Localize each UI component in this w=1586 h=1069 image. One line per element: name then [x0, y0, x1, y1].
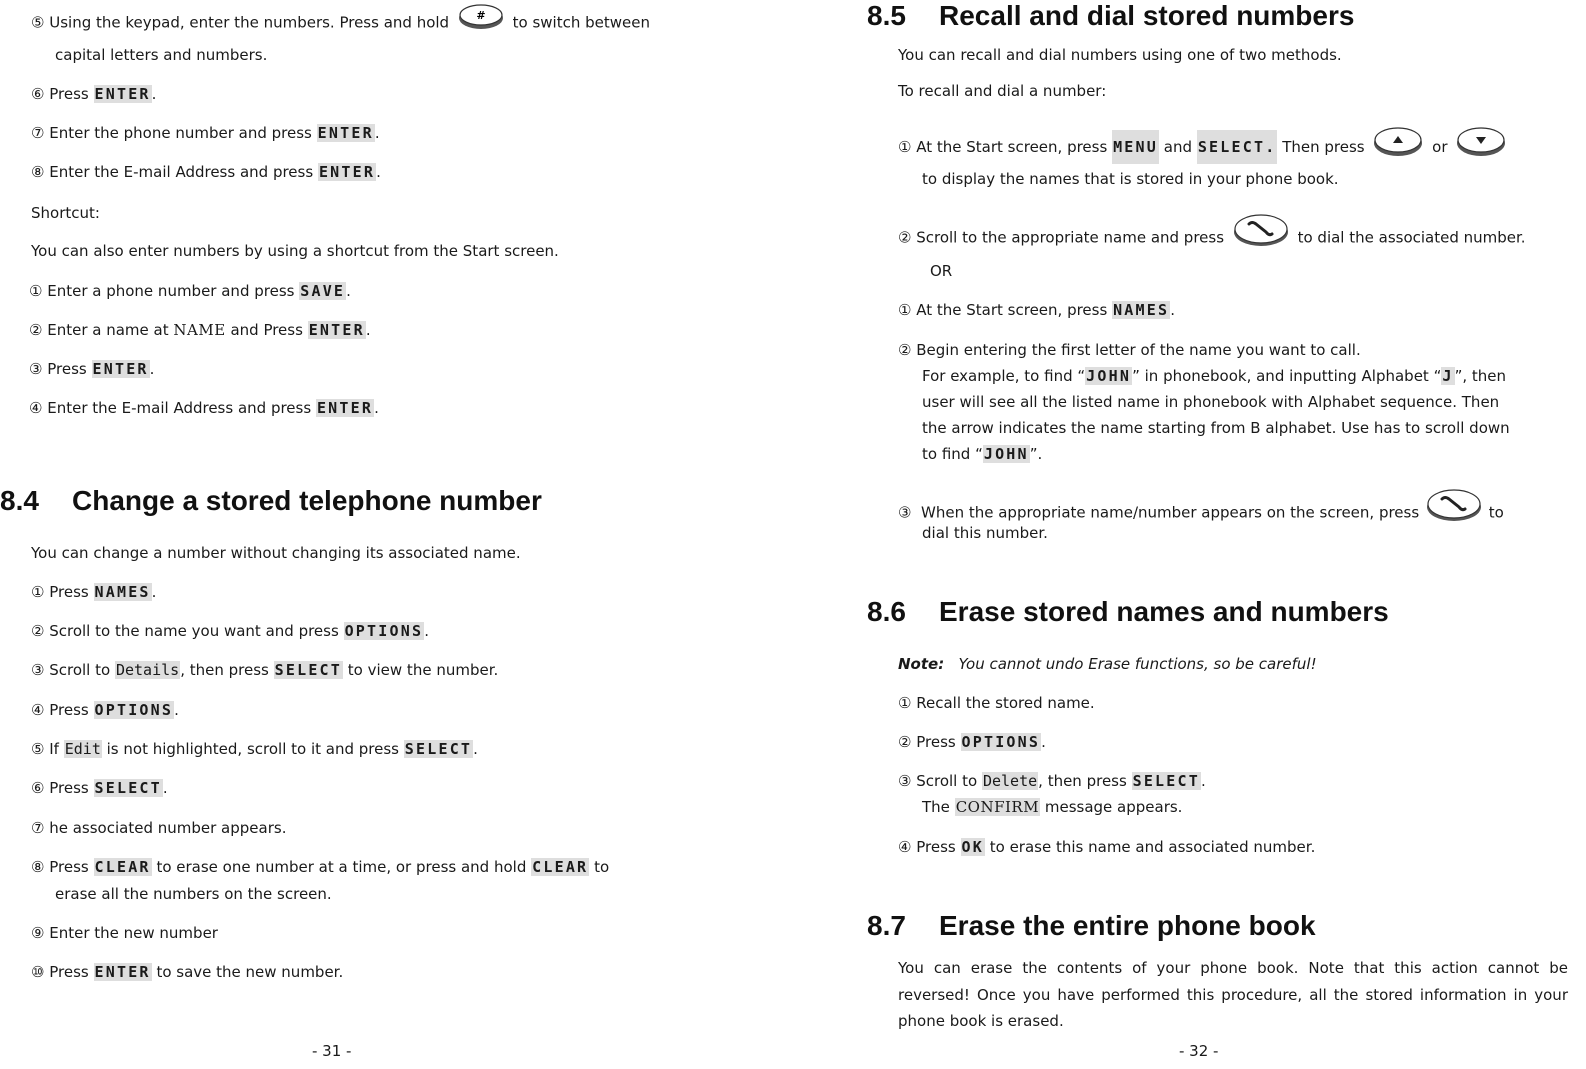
shortcut-step-2: ② Enter a name at NAME and Press ENTER.: [29, 321, 371, 339]
change-step-8: ⑧ Press CLEAR to erase one number at a time, or press and hold CLEAR to: [31, 858, 610, 876]
change-step-1: ① Press NAMES.: [31, 583, 157, 601]
send-call-key-icon: [1233, 212, 1289, 248]
recall-alt-step-3-continued: dial this number.: [922, 524, 1048, 542]
key-label: NAMES: [1113, 301, 1170, 319]
key-label: NAMES: [94, 583, 151, 601]
key-label: ENTER: [308, 321, 365, 339]
recall-alt-step-3: ③ When the appropriate name/number appears on the screen, press to: [898, 495, 1504, 531]
key-label: OPTIONS: [961, 733, 1041, 751]
step-5-line: ⑤ Using the keypad, enter the numbers. Press and hold # to switch between: [31, 10, 650, 36]
recall-intro-2: To recall and dial a number:: [898, 82, 1107, 100]
key-label: SELECT: [404, 740, 473, 758]
recall-step-2: ② Scroll to the appropriate name and press to dial the associated number.: [898, 220, 1526, 256]
change-step-7: ⑦ he associated number appears.: [31, 819, 287, 837]
change-intro: You can change a number without changing its associated name.: [31, 544, 521, 562]
key-label: MENU: [1112, 130, 1159, 164]
recall-alt-step-2-example: For example, to find “JOHN” in phonebook, and inputting Alphabet “J”, then: [922, 367, 1507, 385]
section-8-6-heading: 8.6 Erase stored names and numbers: [867, 596, 1389, 627]
key-label: J: [1442, 367, 1454, 385]
step-6: ⑥ Press ENTER.: [31, 85, 157, 103]
change-step-4: ④ Press OPTIONS.: [31, 701, 179, 719]
key-label: SELECT.: [1197, 130, 1278, 164]
section-8-7-heading: 8.7 Erase the entire phone book: [867, 910, 1316, 941]
recall-step-1-continued: to display the names that is stored in your phone book.: [922, 170, 1339, 188]
step-8: ⑧ Enter the E-mail Address and press ENTER.: [31, 163, 381, 181]
key-label: ENTER: [317, 124, 374, 142]
page-number-left: - 31 -: [312, 1042, 352, 1060]
erase-step-3-confirm: The CONFIRM message appears.: [922, 798, 1183, 816]
key-label: ENTER: [316, 399, 374, 417]
key-label: ENTER: [318, 163, 376, 181]
recall-step-1: ① At the Start screen, press MENU and SELECT. Then press or: [898, 130, 1506, 164]
key-label: JOHN: [1086, 367, 1132, 385]
change-step-2: ② Scroll to the name you want and press OPTIONS.: [31, 622, 429, 640]
hash-key-icon: [458, 4, 504, 30]
change-step-6: ⑥ Press SELECT.: [31, 779, 168, 797]
shortcut-label: Shortcut:: [31, 204, 100, 222]
recall-intro-1: You can recall and dial numbers using one of two methods.: [898, 46, 1342, 64]
key-label: SELECT: [1132, 772, 1200, 790]
recall-alt-step-2-line5: to find “JOHN”.: [922, 445, 1043, 463]
key-label: SELECT: [94, 779, 162, 797]
erase-step-3: ③ Scroll to Delete, then press SELECT.: [898, 772, 1206, 790]
key-label: ENTER: [94, 963, 151, 981]
recall-alt-step-2-line3: user will see all the listed name in phonebook with Alphabet sequence. Then: [922, 393, 1500, 411]
key-label: SELECT: [274, 661, 343, 679]
key-label: OPTIONS: [344, 622, 424, 640]
key-label: OK: [961, 838, 984, 856]
erase-step-2: ② Press OPTIONS.: [898, 733, 1046, 751]
change-step-9: ⑨ Enter the new number: [31, 924, 218, 942]
shortcut-step-4: ④ Enter the E-mail Address and press ENTER.: [29, 399, 379, 417]
step-7: ⑦ Enter the phone number and press ENTER.: [31, 124, 380, 142]
recall-alt-step-2: ② Begin entering the first letter of the name you want to call.: [898, 341, 1361, 359]
key-label: ENTER: [92, 360, 149, 378]
section-8-4-heading: 8.4 Change a stored telephone number: [0, 485, 542, 516]
down-arrow-key-icon: [1456, 127, 1506, 157]
change-step-8-continued: erase all the numbers on the screen.: [55, 885, 332, 903]
or-separator: OR: [930, 262, 953, 280]
message-label: CONFIRM: [955, 798, 1040, 816]
key-label: CLEAR: [532, 858, 589, 876]
key-label: CLEAR: [94, 858, 151, 876]
recall-alt-step-1: ① At the Start screen, press NAMES.: [898, 301, 1176, 319]
erase-step-1: ① Recall the stored name.: [898, 694, 1095, 712]
erase-step-4: ④ Press OK to erase this name and associated number.: [898, 838, 1316, 856]
key-label: SAVE: [300, 282, 346, 300]
change-step-10: ⑩ Press ENTER to save the new number.: [31, 963, 344, 981]
recall-alt-step-2-line4: the arrow indicates the name starting from B alphabet. Use has to scroll down: [922, 419, 1510, 437]
step-5-continued: capital letters and numbers.: [55, 46, 268, 64]
menu-item-label: Delete: [982, 772, 1038, 790]
key-label: OPTIONS: [94, 701, 174, 719]
section-8-5-heading: 8.5 Recall and dial stored numbers: [867, 0, 1355, 31]
change-step-5: ⑤ If Edit is not highlighted, scroll to it and press SELECT.: [31, 740, 478, 758]
up-arrow-key-icon: [1373, 127, 1423, 157]
svg-text:#: #: [476, 9, 486, 22]
erase-all-paragraph: You can erase the contents of your phone book. Note that this action cannot be reversed! Once you have performed this procedure, all the stored information in your phone book is erased.: [898, 959, 1568, 1030]
key-label: JOHN: [983, 445, 1029, 463]
page-number-right: - 32 -: [1179, 1042, 1219, 1060]
shortcut-step-3: ③ Press ENTER.: [29, 360, 155, 378]
change-step-3: ③ Scroll to Details, then press SELECT to view the number.: [31, 661, 499, 679]
menu-item-label: Details: [115, 661, 180, 679]
shortcut-intro: You can also enter numbers by using a shortcut from the Start screen.: [31, 242, 559, 260]
shortcut-step-1: ① Enter a phone number and press SAVE.: [29, 282, 351, 300]
key-label: ENTER: [94, 85, 151, 103]
menu-item-label: Edit: [64, 740, 101, 758]
send-call-key-icon: [1426, 487, 1482, 523]
erase-note: Note: You cannot undo Erase functions, so be careful!: [898, 655, 1317, 673]
